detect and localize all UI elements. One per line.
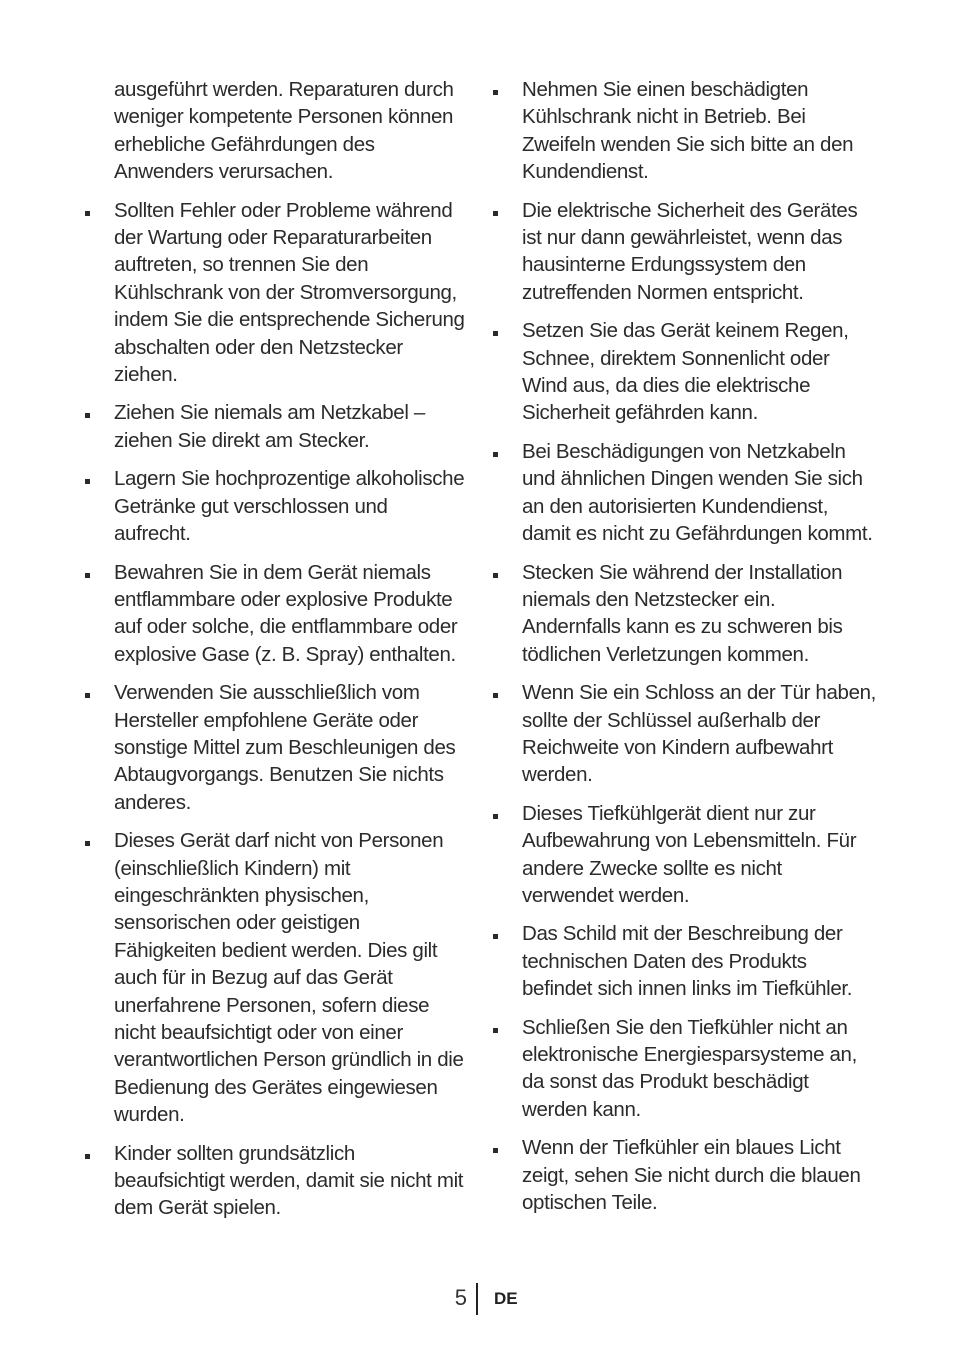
list-item-text: Lagern Sie hochprozentige alkoholische Getränke gut verschlossen und aufrecht.: [114, 467, 465, 546]
list-item: [488, 438, 878, 548]
footer-divider: [476, 1283, 478, 1315]
list-item: [80, 679, 466, 816]
bullet-icon: [493, 211, 498, 216]
list-item-text: Dieses Gerät darf nicht von Personen (einschließlich Kindern) mit eingeschränkten physischen, sensorischen oder geistigen Fähigkeiten bedient werden. Dies gilt auch für in Bezug auf das Gerät unerfahrene Personen, sofern diese nicht beaufsichtigt oder von einer verantwortlichen Person gründlich in die Bedienung des Gerätes eingewiesen wurden.: [114, 829, 464, 1127]
list-item: [80, 399, 466, 454]
list-item: [488, 197, 878, 307]
page-number: 5: [454, 1285, 467, 1310]
bullet-icon: [493, 452, 498, 457]
list-item: [488, 679, 878, 789]
list-item-text: Verwenden Sie ausschließlich vom Hersteller empfohlene Geräte oder sonstige Mittel zum Beschleunigen des Abtaugvorgangs. Benutzen Sie nichts anderes.: [114, 681, 456, 814]
list-item: [488, 1134, 878, 1216]
list-item: [488, 800, 878, 910]
bullet-icon: [85, 211, 90, 216]
list-item-text: Bewahren Sie in dem Gerät niemals entflammbare oder explosive Produkte auf oder solche, die entflammbare oder explosive Gase (z. B. Spray) enthalten.: [114, 560, 458, 666]
bullet-icon: [493, 1148, 498, 1153]
bullet-icon: [85, 1154, 90, 1159]
list-item: [80, 465, 466, 547]
list-item-text: Dieses Tiefkühlgerät dient nur zur Aufbewahrung von Lebensmitteln. Für andere Zwecke sollte es nicht verwendet werden.: [522, 801, 857, 907]
bullet-icon: [493, 573, 498, 578]
list-item-text: Stecken Sie während der Installation niemals den Netzstecker ein. Andernfalls kann es zu schweren bis tödlichen Verletzungen kommen.: [522, 560, 843, 666]
bullet-icon: [85, 693, 90, 698]
list-item: [488, 1014, 878, 1124]
list-item: [488, 76, 878, 186]
list-item-text: Wenn der Tiefkühler ein blaues Licht zeigt, sehen Sie nicht durch die blauen optischen Teile.: [522, 1136, 861, 1215]
bullet-icon: [493, 1028, 498, 1033]
bullet-icon: [85, 841, 90, 846]
continued-paragraph: ausgeführt werden. Reparaturen durch weniger kompetente Personen können erhebliche Gefährdungen des Anwenders verursachen.: [114, 78, 454, 184]
bullet-icon: [85, 573, 90, 578]
bullet-icon: [493, 693, 498, 698]
list-item-text: Wenn Sie ein Schloss an der Tür haben, sollte der Schlüssel außerhalb der Reichweite von Kindern aufbewahrt werden.: [522, 681, 877, 787]
language-code: DE: [494, 1289, 518, 1308]
left-column: [80, 76, 466, 1233]
right-column: [488, 76, 878, 1227]
list-item: [80, 197, 466, 389]
list-item-text: Bei Beschädigungen von Netzkabeln und ähnlichen Dingen wenden Sie sich an den autorisierten Kundendienst, damit es nicht zu Gefährdungen kommt.: [522, 439, 873, 546]
bullet-icon: [85, 479, 90, 484]
list-item-text: Setzen Sie das Gerät keinem Regen, Schnee, direktem Sonnenlicht oder Wind aus, da dies die elektrische Sicherheit gefährden kann.: [522, 319, 849, 425]
bullet-icon: [85, 413, 90, 418]
list-item: [80, 1140, 466, 1222]
list-item-text: Kinder sollten grundsätzlich beaufsichtigt werden, damit sie nicht mit dem Gerät spielen.: [114, 1141, 464, 1220]
bullet-icon: [493, 331, 498, 336]
bullet-icon: [493, 934, 498, 939]
list-item-text: Das Schild mit der Beschreibung der technischen Daten des Produkts befindet sich innen links im Tiefkühler.: [522, 922, 853, 1001]
bullet-icon: [493, 814, 498, 819]
list-item: [488, 920, 878, 1002]
list-item-text: Die elektrische Sicherheit des Gerätes ist nur dann gewährleistet, wenn das hausinterne Erdungssystem den zutreffenden Normen entspricht.: [522, 198, 858, 304]
list-item: [80, 827, 466, 1128]
list-item: [488, 317, 878, 427]
list-item-text: Nehmen Sie einen beschädigten Kühlschrank nicht in Betrieb. Bei Zweifeln wenden Sie sich bitte an den Kundendienst.: [522, 78, 854, 184]
bullet-icon: [493, 90, 498, 95]
list-item-text: Ziehen Sie niemals am Netzkabel – ziehen Sie direkt am Stecker.: [114, 401, 425, 452]
page-footer: [0, 1283, 954, 1315]
list-item-text: Sollten Fehler oder Probleme während der Wartung oder Reparaturarbeiten auftreten, so trennen Sie den Kühlschrank von der Stromversorgung, indem Sie die entsprechende Sicherung abschalten oder den Netzstecker ziehen.: [114, 198, 465, 387]
list-item: [488, 559, 878, 669]
list-item-text: Schließen Sie den Tiefkühler nicht an elektronische Energiesparsysteme an, da sonst das Produkt beschädigt werden kann.: [522, 1015, 857, 1121]
list-item: [80, 559, 466, 669]
